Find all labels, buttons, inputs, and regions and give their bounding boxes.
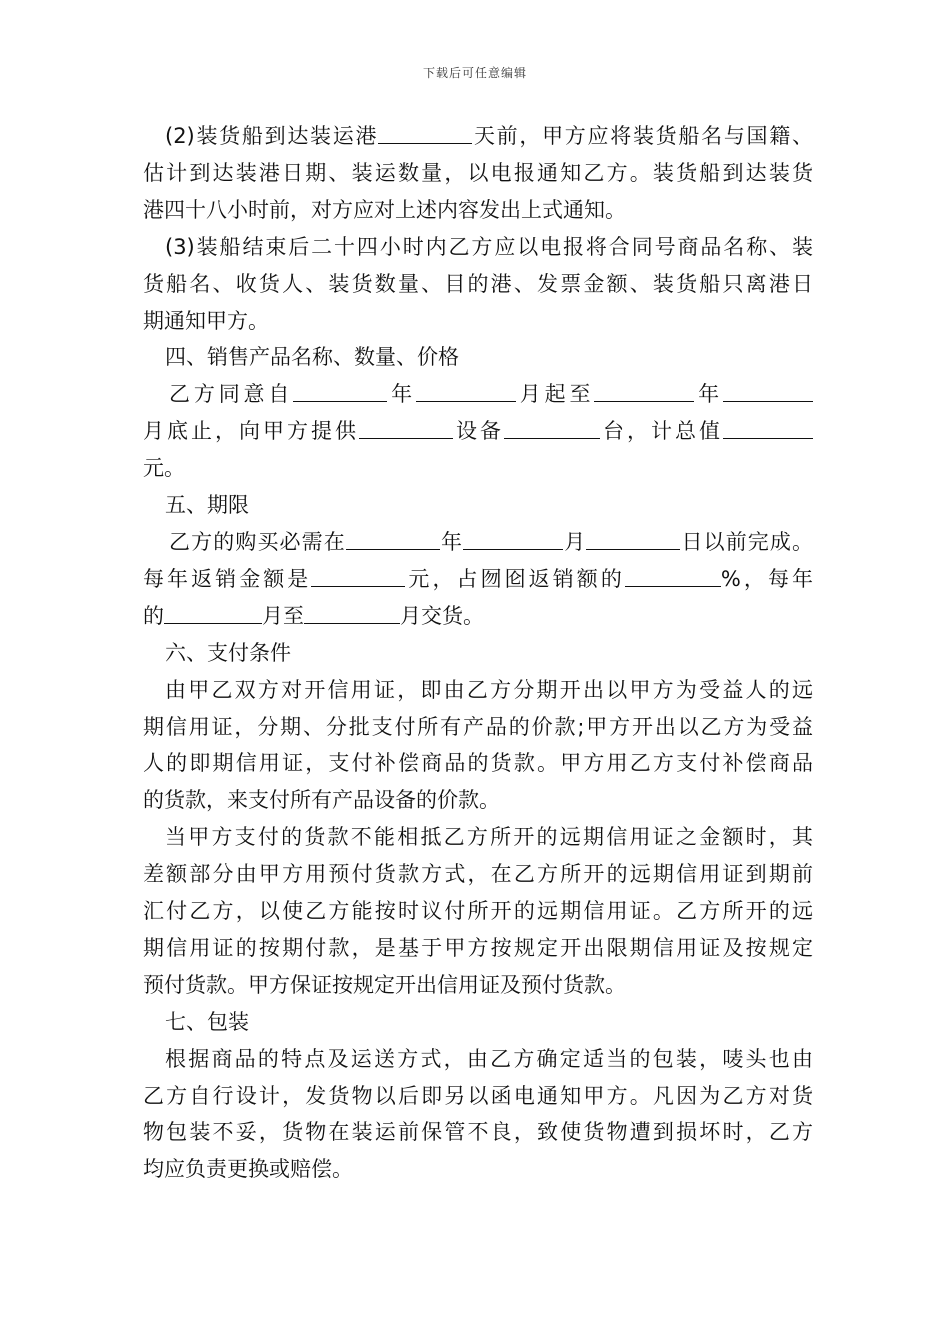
section-4-heading: 四、销售产品名称、数量、价格 <box>165 345 459 370</box>
section-7-line-1: 根据商品的特点及运送方式，由乙方确定适当的包装，唛头也由 <box>165 1046 813 1071</box>
blank-field[interactable] <box>723 383 813 402</box>
section-5-line-3: 的 月至 月交货。 <box>143 603 484 628</box>
section-7-line-2: 乙方自行设计，发货物以后即另以函电通知甲方。凡因为乙方对货 <box>143 1083 813 1108</box>
clause-2-line-3: 港四十八小时前，对方应对上述内容发出上式通知。 <box>143 197 626 222</box>
blank-field[interactable] <box>594 383 694 402</box>
section-6-p2-line-5: 预付货款。甲方保证按规定开出信用证及预付货款。 <box>143 972 626 997</box>
blank-field[interactable] <box>304 605 400 624</box>
clause-2-line-1: (2)装货船到达装运港 天前，甲方应将装货船名与国籍、 <box>165 124 813 148</box>
clause-3-line-3: 期通知甲方。 <box>143 308 269 333</box>
blank-field[interactable] <box>164 605 262 624</box>
section-5-heading: 五、期限 <box>165 493 249 518</box>
section-6-p1-line-3: 人的即期信用证，支付补偿商品的货款。甲方用乙方支付补偿商品 <box>143 751 813 776</box>
blank-field[interactable] <box>378 125 472 144</box>
blank-field[interactable] <box>625 568 721 587</box>
section-5-line-2: 每年返销金额是 元，占囫囵返销额的 %，每年 <box>143 566 813 591</box>
section-4-line-2: 月底止，向甲方提供 设备 台，计总值 <box>143 413 813 450</box>
section-4-line-1: 乙方同意自 年 月起至 年 <box>143 376 813 413</box>
section-7-line-4: 均应负责更换或赔偿。 <box>143 1157 353 1182</box>
section-6-p1-line-4: 的货款，来支付所有产品设备的价款。 <box>143 788 500 813</box>
section-6-p1-line-1: 由甲乙双方对开信用证，即由乙方分期开出以甲方为受益人的远 <box>165 677 813 702</box>
section-6-p2-line-2: 差额部分由甲方用预付货款方式，在乙方所开的远期信用证到期前 <box>143 862 813 887</box>
blank-field[interactable] <box>346 531 440 550</box>
section-6-p2-line-1: 当甲方支付的货款不能相抵乙方所开的远期信用证之金额时，其 <box>165 825 813 850</box>
blank-field[interactable] <box>359 420 453 439</box>
blank-field[interactable] <box>504 420 600 439</box>
page-header: 下载后可任意编辑 <box>422 66 527 80</box>
clause-3-line-2: 货船名、收货人、装货数量、目的港、发票金额、装货船只离港日 <box>143 271 813 296</box>
blank-field[interactable] <box>311 568 405 587</box>
section-6-p2-line-3: 汇付乙方，以使乙方能按时议付所开的远期信用证。乙方所开的远 <box>143 899 813 924</box>
section-5-line-1: 乙方的购买必需在 年 月 日以前完成。 <box>169 529 814 554</box>
blank-field[interactable] <box>723 420 813 439</box>
clause-2-line-2: 估计到达装港日期、装运数量，以电报通知乙方。装货船到达装货 <box>143 160 813 185</box>
blank-field[interactable] <box>586 531 680 550</box>
section-7-line-3: 物包装不妥，货物在装运前保管不良，致使货物遭到损坏时，乙方 <box>143 1120 813 1145</box>
section-6-heading: 六、支付条件 <box>165 640 291 665</box>
blank-field[interactable] <box>293 383 387 402</box>
blank-field[interactable] <box>463 531 563 550</box>
section-4-line-3: 元。 <box>143 456 185 481</box>
section-6-p2-line-4: 期信用证的按期付款，是基于甲方按规定开出限期信用证及按规定 <box>143 935 813 960</box>
document-body <box>143 118 813 1188</box>
section-6-p1-line-2: 期信用证，分期、分批支付所有产品的价款;甲方开出以乙方为受益 <box>143 714 813 739</box>
clause-3-line-1: (3)装船结束后二十四小时内乙方应以电报将合同号商品名称、装 <box>165 234 813 259</box>
blank-field[interactable] <box>416 383 516 402</box>
section-7-heading: 七、包装 <box>165 1009 249 1034</box>
